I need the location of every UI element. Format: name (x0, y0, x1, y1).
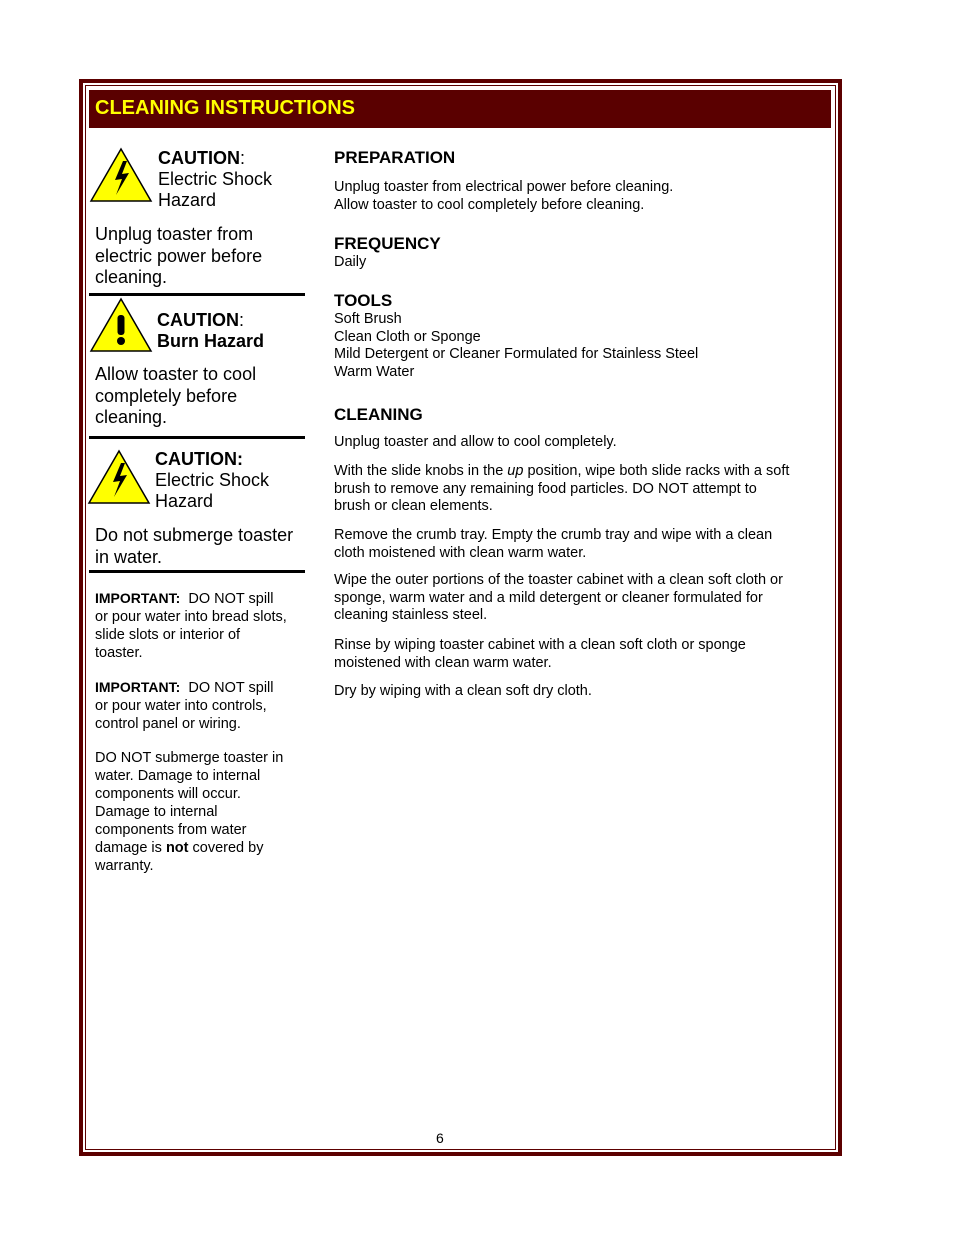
warning-line: Do not submerge toaster (95, 525, 294, 545)
step-text: position, wipe both slide racks with a soft (523, 463, 790, 479)
caution-block-3 (155, 449, 269, 512)
note-line: toaster. (95, 645, 143, 661)
cleaning-step-6: Dry by wiping with a clean soft dry cloth. (334, 683, 592, 699)
note-line: DO NOT spill (188, 591, 274, 607)
tool-item: Mild Detergent or Cleaner Formulated for Stainless Steel (334, 346, 699, 363)
warranty-note (95, 749, 310, 875)
warning-text-3 (95, 525, 293, 568)
preparation-line: Unplug toaster from electrical power before cleaning. (334, 179, 674, 195)
warning-text-2 (95, 364, 256, 429)
frequency-value: Daily (334, 254, 367, 270)
hazard-line: Electric Shock (158, 169, 273, 189)
note-line: or pour water into controls, (95, 698, 267, 714)
step-text: brush or clean elements. (334, 498, 493, 515)
note-line: damage is (95, 840, 166, 856)
divider (89, 293, 305, 296)
note-line: or pour water into bread slots, (95, 609, 287, 625)
warning-line: Unplug toaster from (95, 224, 254, 244)
caution-label: CAUTION (158, 148, 240, 168)
note-line: DO NOT spill (188, 680, 274, 696)
step-text: Remove the crumb tray. Empty the crumb tray and wipe with a clean (334, 527, 773, 543)
emphasis-not: not (165, 840, 189, 856)
page-number: 6 (436, 1130, 444, 1146)
warning-line: completely before (95, 385, 238, 406)
preparation-text (334, 179, 673, 214)
tools-heading: TOOLS (334, 291, 393, 310)
warning-line: electric power before (95, 245, 263, 266)
tools-list (334, 311, 698, 381)
caution-label: CAUTION: (155, 449, 243, 469)
cleaning-step-1: Unplug toaster and allow to cool completely. (334, 434, 617, 450)
title-bar (89, 90, 831, 128)
step-text: cloth moistened with clean warm water. (334, 544, 587, 561)
step-text: sponge, warm water and a mild detergent or cleaner formulated for (334, 589, 763, 606)
warning-line: Allow toaster to cool (95, 364, 257, 384)
warning-line: cleaning. (95, 407, 168, 427)
tool-item: Warm Water (334, 363, 415, 380)
hazard-line: Burn Hazard (157, 331, 265, 351)
step-text: With the slide knobs in the (334, 463, 508, 479)
cleaning-step-5 (334, 637, 746, 672)
hazard-line: Hazard (155, 491, 214, 511)
caution-block-1 (158, 148, 272, 211)
lightning-warning-icon (89, 147, 153, 203)
emphasis-up: up (507, 463, 524, 479)
note-line: warranty. (95, 858, 154, 874)
divider (89, 436, 305, 439)
cleaning-step-4 (334, 572, 783, 625)
warning-text-1 (95, 224, 262, 289)
frequency-heading: FREQUENCY (334, 234, 441, 253)
note-line: control panel or wiring. (95, 716, 241, 732)
caution-colon: : (239, 310, 245, 330)
important-label: IMPORTANT: (95, 679, 181, 695)
hazard-line: Electric Shock (155, 470, 270, 490)
preparation-line: Allow toaster to cool completely before cleaning. (334, 196, 645, 213)
cleaning-heading: CLEANING (334, 405, 423, 424)
important-label: IMPORTANT: (95, 590, 181, 606)
cleaning-step-3 (334, 527, 772, 562)
step-text: brush to remove any remaining food particles. DO NOT attempt to (334, 480, 757, 497)
hazard-line: Hazard (158, 190, 217, 210)
important-note-2 (95, 678, 310, 733)
note-line: water. Damage to internal (95, 768, 261, 784)
caution-label: CAUTION (157, 310, 239, 330)
cleaning-step-2 (334, 463, 789, 516)
note-line: Damage to internal (95, 804, 218, 820)
step-text: Rinse by wiping toaster cabinet with a clean soft cloth or sponge (334, 637, 746, 653)
note-line: components will occur. (95, 786, 241, 802)
note-line: covered by (188, 840, 264, 856)
exclamation-warning-icon (89, 297, 153, 353)
tool-item: Clean Cloth or Sponge (334, 328, 481, 345)
note-line: slide slots or interior of (95, 627, 241, 643)
caution-colon: : (240, 148, 246, 168)
step-text: cleaning stainless steel. (334, 607, 488, 624)
tool-item: Soft Brush (334, 311, 402, 327)
step-text: Wipe the outer portions of the toaster cabinet with a clean soft cloth or (334, 572, 783, 588)
lightning-warning-icon (87, 449, 151, 505)
important-note-1 (95, 589, 310, 662)
warning-line: cleaning. (95, 267, 168, 287)
step-text: moistened with clean warm water. (334, 654, 552, 671)
note-line: components from water (95, 822, 247, 838)
caution-block-2 (157, 310, 264, 352)
divider (89, 570, 305, 573)
page-title: CLEANING INSTRUCTIONS (95, 97, 355, 119)
note-line: DO NOT submerge toaster in (95, 750, 284, 766)
preparation-heading: PREPARATION (334, 148, 456, 167)
warning-line: in water. (95, 546, 163, 567)
